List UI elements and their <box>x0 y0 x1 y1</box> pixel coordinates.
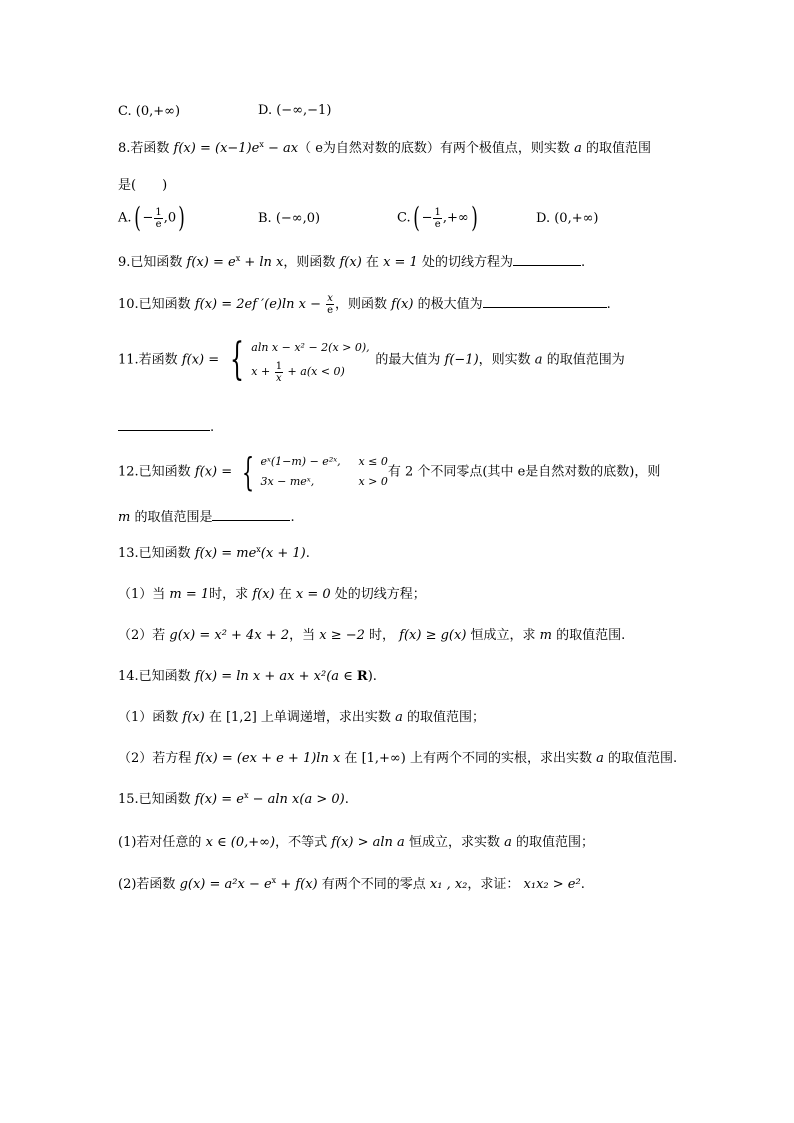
q10-answer-blank[interactable] <box>483 295 607 308</box>
q7-option-d: D. (−∞,−1) <box>258 103 332 118</box>
q14-part-2: （2）若方程 f(x) = (ex + e + 1)ln x 在 [1,+∞) 上有两个不同的实根，求出实数 a 的取值范围. <box>118 751 678 766</box>
q8-option-c: C.( − $\frac{1}{e}$ ,+∞) <box>397 201 478 234</box>
q9-answer-blank[interactable] <box>513 253 581 266</box>
q11-answer-line: . <box>118 418 214 437</box>
q12-stem: 12.已知函数 f(x) = { eˣ(1−m) − e²ˣ, x ≤ 0 3x − meˣ, x > 0 有 2 个不同零点(其中 e是自然对数的底数)，则 <box>118 450 661 494</box>
q8-option-b: B. (−∞,0) <box>258 211 321 226</box>
q14-part-1: （1）函数 f(x) 在 [1,2] 上单调递增，求出实数 a 的取值范围； <box>118 710 485 725</box>
q8-option-d: D. (0,+∞) <box>536 211 599 226</box>
q13-part-2: （2）若 g(x) = x² + 4x + 2，当 x ≥ −2 时， f(x) ≥ g(x) 恒成立，求 m 的取值范围. <box>118 628 626 643</box>
q14-title: 14.已知函数 f(x) = ln x + ax + x²(a ∈ R). <box>118 669 377 684</box>
q11-stem: 11.若函数 f(x) = { aln x − x² − 2(x > 0), x + $\frac{1}{x}$ + a(x < 0) 的最大值为 f(−1)，则实数 a 的取值范围为 <box>118 334 625 385</box>
q15-part-1: (1)若对任意的 x ∈ (0,+∞)，不等式 f(x) > aln a 恒成立，求实数 a 的取值范围； <box>118 835 594 850</box>
q7-options <box>118 103 180 121</box>
q13-title: 13.已知函数 $f(x) = me^x(x + 1)$. <box>118 545 310 561</box>
q15-title: 15.已知函数 $f(x) = e^x - aln$ x(a > 0). <box>118 791 349 807</box>
q13-part-1: （1）当 m = 1时，求 f(x) 在 x = 0 处的切线方程； <box>118 587 426 602</box>
q7-option-c: C. (0,+∞) <box>118 104 181 119</box>
q8-stem: 8.若函数 $f(x) = (x-1)e^x - ax$（ e为自然对数的底数）有两个极值点，则实数 a 的取值范围 <box>118 140 651 156</box>
q8-stem-line2: 是( ) <box>118 178 168 193</box>
q15-part-2: (2)若函数 $g(x) = a^2x - e^x + f(x)$ 有两个不同的零点 x₁ , x₂，求证： x₁x₂ > e². <box>118 876 585 892</box>
q8-option-a: A.( − $\frac{1}{e}$ ,0) <box>118 201 185 234</box>
q9-stem: 9.已知函数 $f(x) = e^x + \ln x$，则函数 f(x) 在 x = 1 处的切线方程为 . <box>118 254 586 270</box>
q11-answer-blank[interactable] <box>118 418 210 431</box>
q10-stem: 10.已知函数 f(x) = 2ef ′(e)ln x − $\frac{x}{e}$ ，则函数 f(x) 的极大值为 . <box>118 293 611 316</box>
q12-answer-blank[interactable] <box>212 508 290 521</box>
q12-stem-line2: m 的取值范围是 . <box>118 510 295 525</box>
